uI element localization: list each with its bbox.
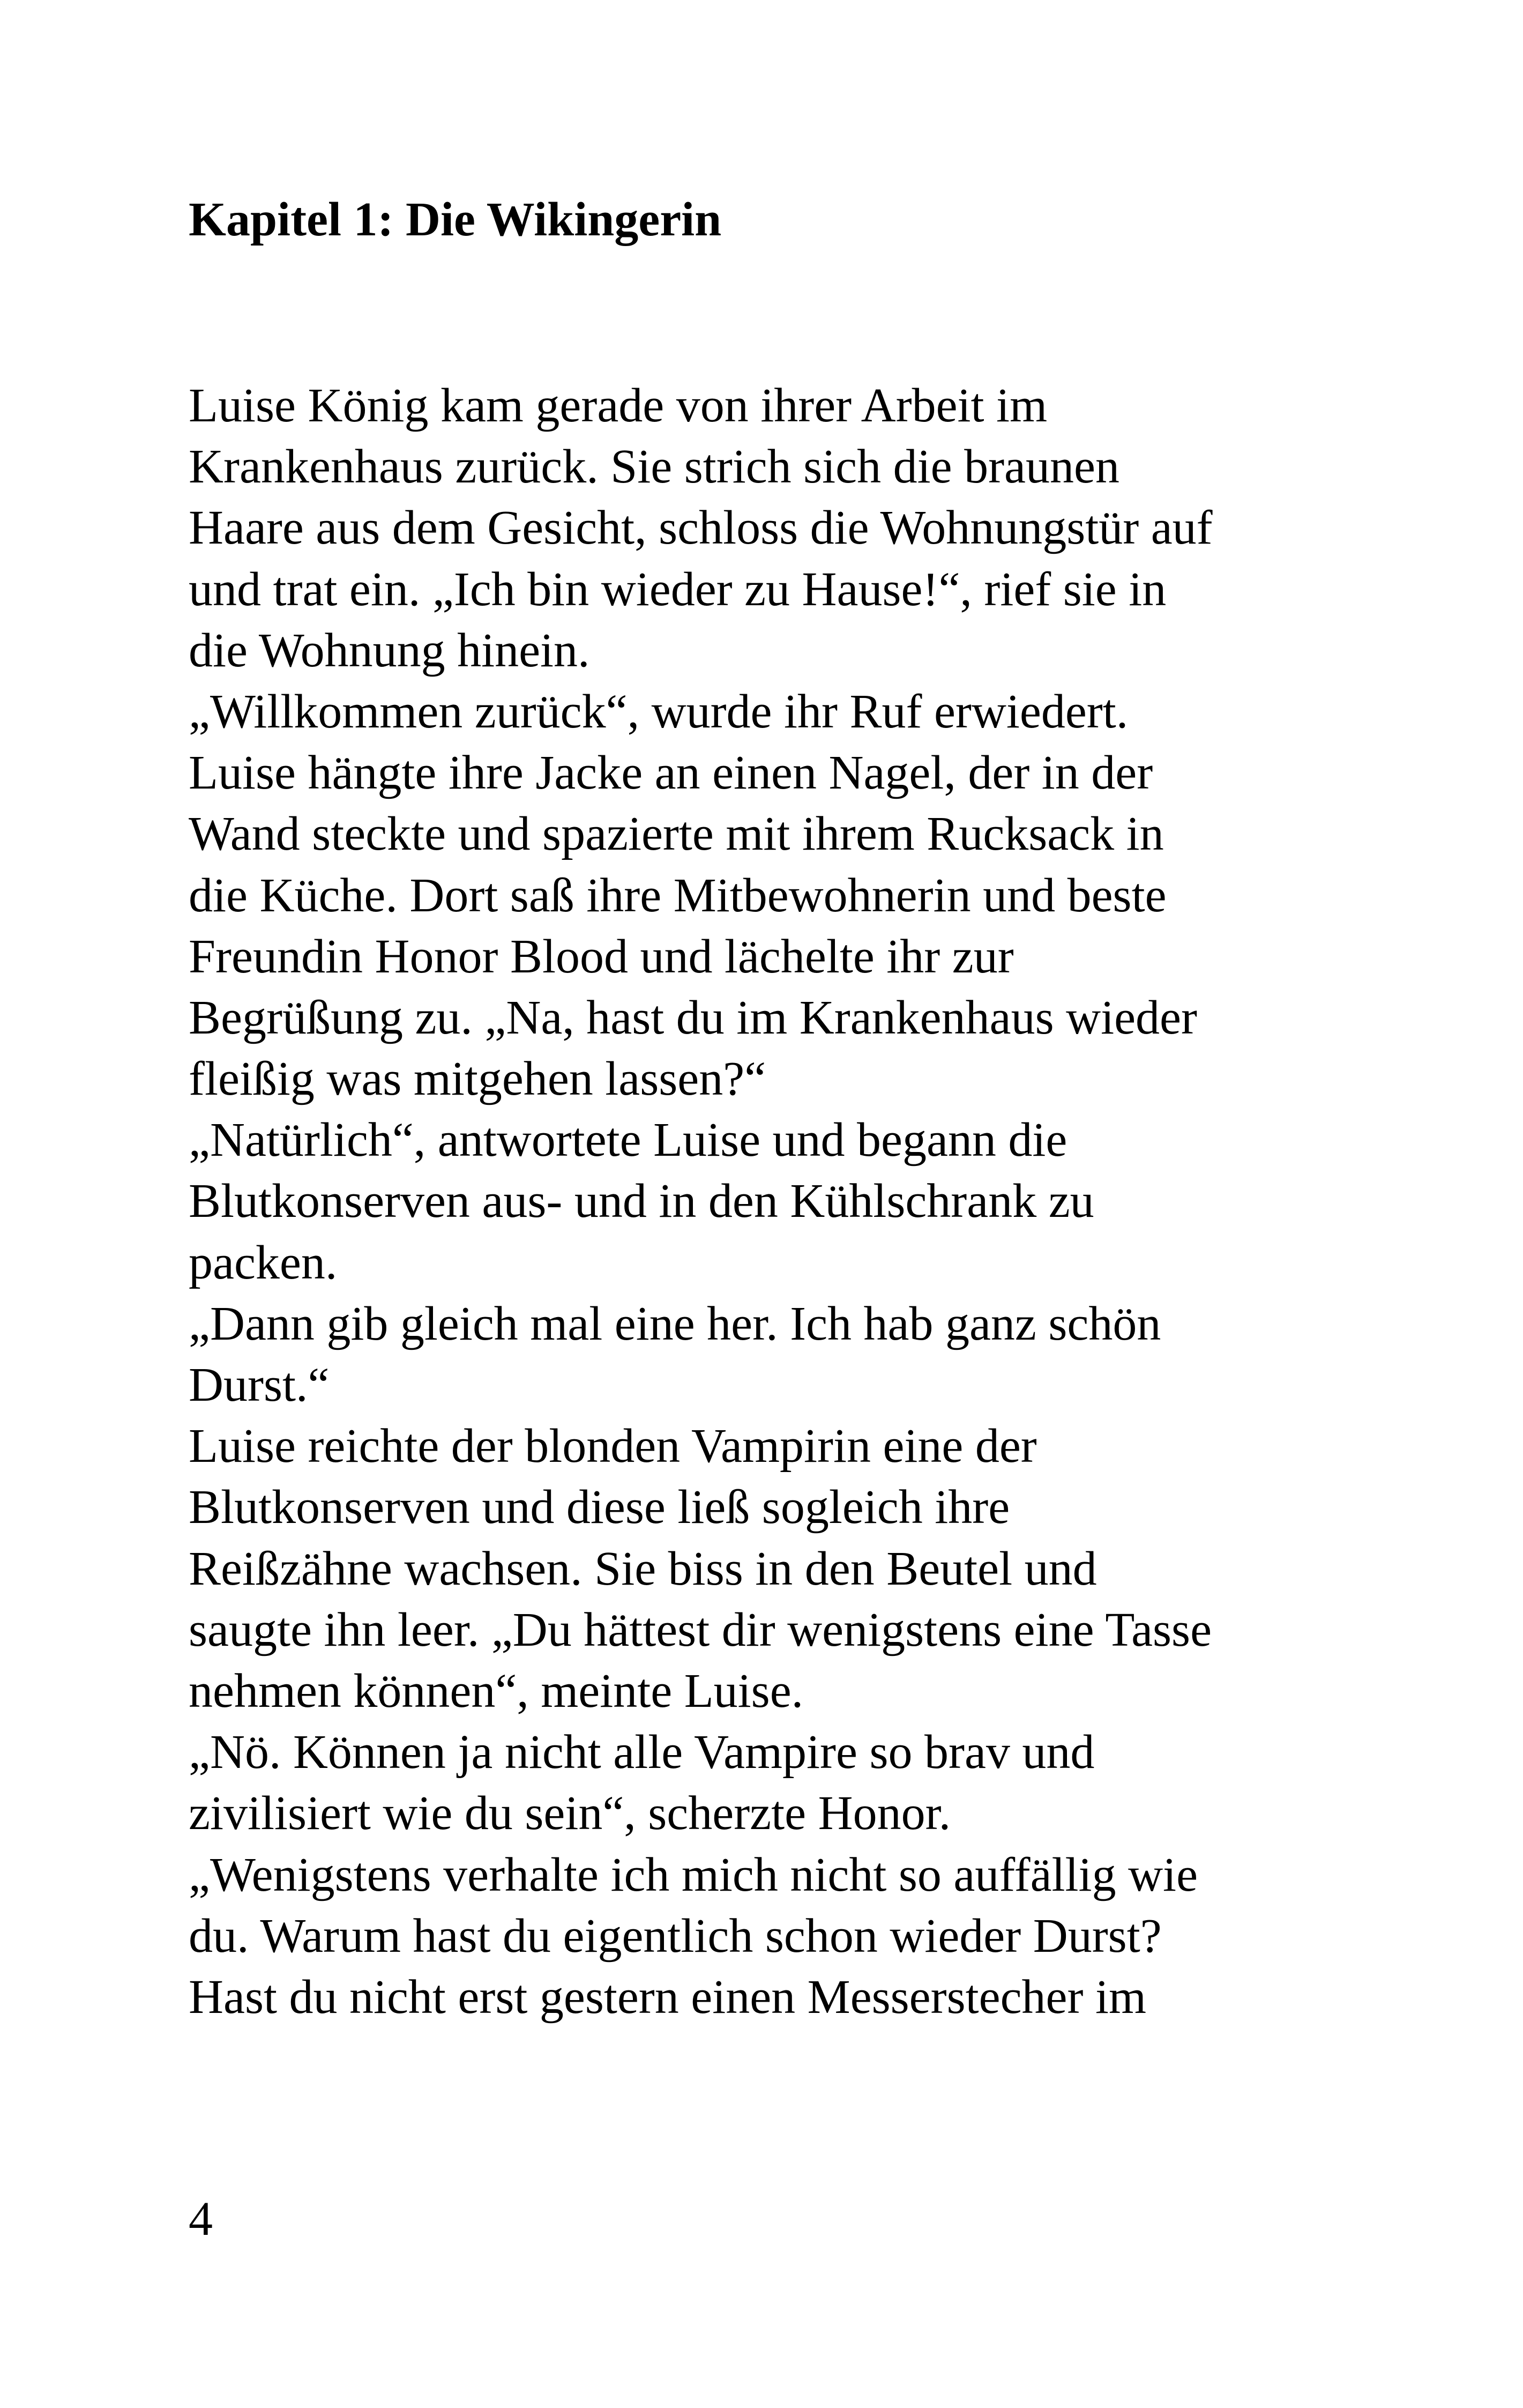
text-line: „Nö. Können ja nicht alle Vampire so brav und <box>189 1726 1095 1779</box>
text-line: Freundin Honor Blood und lächelte ihr zur <box>189 930 1014 983</box>
text-line: packen. <box>189 1236 338 1289</box>
text-line: du. Warum hast du eigentlich schon wieder Durst? <box>189 1909 1162 1963</box>
chapter-body-text <box>189 375 1346 2028</box>
text-line: „Wenigstens verhalte ich mich nicht so auffällig wie <box>189 1848 1198 1901</box>
text-line: „Dann gib gleich mal eine her. Ich hab ganz schön <box>189 1297 1161 1350</box>
text-line: fleißig was mitgehen lassen?“ <box>189 1052 766 1106</box>
text-line: Hast du nicht erst gestern einen Messerstecher im <box>189 1970 1146 2024</box>
text-line: „Willkommen zurück“, wurde ihr Ruf erwiedert. <box>189 685 1129 738</box>
text-line: Krankenhaus zurück. Sie strich sich die braunen <box>189 440 1119 494</box>
text-line: und trat ein. „Ich bin wieder zu Hause!“, rief sie in <box>189 562 1167 616</box>
text-line: Blutkonserven aus- und in den Kühlschrank zu <box>189 1175 1094 1228</box>
text-line: Wand steckte und spazierte mit ihrem Rucksack in <box>189 807 1164 861</box>
text-line: Luise hängte ihre Jacke an einen Nagel, der in der <box>189 746 1153 800</box>
text-line: die Wohnung hinein. <box>189 623 590 677</box>
text-line: Begrüßung zu. „Na, hast du im Krankenhaus wieder <box>189 991 1197 1044</box>
text-line: Luise reichte der blonden Vampirin eine der <box>189 1419 1037 1473</box>
text-line: nehmen können“, meinte Luise. <box>189 1664 804 1718</box>
text-line: „Natürlich“, antwortete Luise und begann die <box>189 1113 1067 1167</box>
page-number: 4 <box>189 2193 213 2246</box>
text-line: die Küche. Dort saß ihre Mitbewohnerin und beste <box>189 868 1167 922</box>
text-line: Haare aus dem Gesicht, schloss die Wohnungstür auf <box>189 501 1213 555</box>
text-line: Blutkonserven und diese ließ sogleich ihre <box>189 1481 1010 1534</box>
text-line: saugte ihn leer. „Du hättest dir wenigstens eine Tasse <box>189 1603 1212 1656</box>
chapter-title: Kapitel 1: Die Wikingerin <box>189 193 722 246</box>
text-line: Durst.“ <box>189 1358 330 1411</box>
text-line: Luise König kam gerade von ihrer Arbeit im <box>189 379 1048 432</box>
text-line: zivilisiert wie du sein“, scherzte Honor. <box>189 1787 951 1840</box>
text-line: Reißzähne wachsen. Sie biss in den Beutel und <box>189 1542 1097 1595</box>
